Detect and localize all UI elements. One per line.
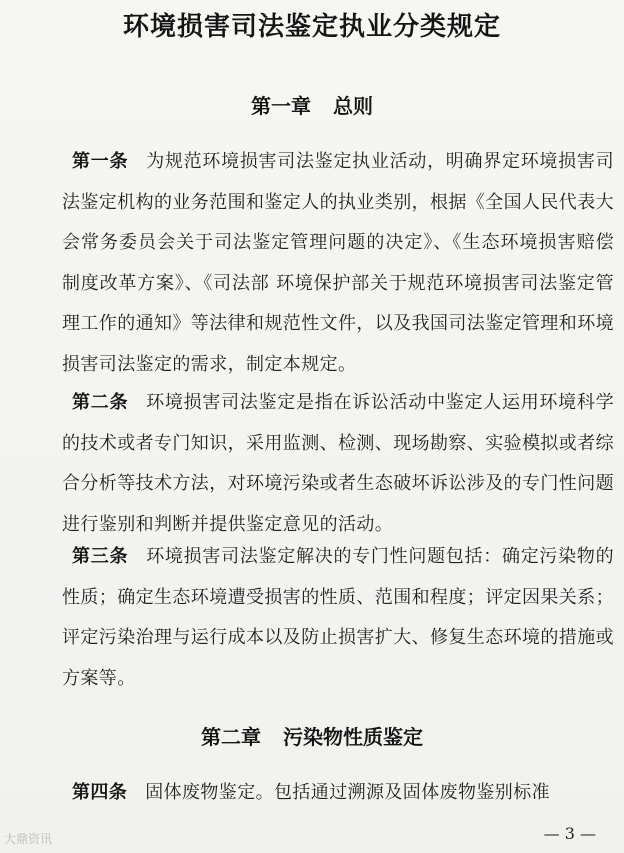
chapter-heading	[0, 721, 624, 750]
article-paragraph	[62, 773, 614, 814]
chapter-name: 污染物性质鉴定	[283, 725, 423, 749]
article-label: 第四条	[72, 782, 128, 803]
article-paragraph	[62, 537, 614, 699]
article-paragraph	[62, 383, 614, 545]
article-text: 环境损害司法鉴定是指在诉讼活动中鉴定人运用环境科学的技术或者专门知识，采用监测、检测、现场勘察、实验模拟或者综合分析等技术方法，对环境污染或者生态破坏诉讼涉及的专门性问题进行鉴别和判断并提供鉴定意见的活动。	[62, 392, 615, 535]
chapter-number: 第一章	[251, 94, 311, 118]
chapter-number: 第二章	[201, 725, 261, 749]
watermark-text: 大鼎资讯	[4, 832, 53, 846]
article-label: 第三条	[72, 546, 129, 567]
page-number: — 3 —	[543, 824, 596, 843]
article-label: 第一条	[72, 151, 129, 172]
chapter-heading	[0, 90, 624, 119]
chapter-name: 总则	[333, 94, 373, 118]
article-paragraph	[62, 142, 614, 385]
article-text: 固体废物鉴定。包括通过溯源及固体废物鉴别标准	[145, 782, 551, 803]
article-label: 第二条	[72, 392, 129, 413]
document-title: 环境损害司法鉴定执业分类规定	[122, 12, 501, 42]
article-text: 环境损害司法鉴定解决的专门性问题包括：确定污染物的性质；确定生态环境遭受损害的性质、范围和程度；评定因果关系；评定污染治理与运行成本以及防止损害扩大、修复生态环境的措施或方案等。	[62, 546, 615, 689]
article-text: 为规范环境损害司法鉴定执业活动，明确界定环境损害司法鉴定机构的业务范围和鉴定人的执业类别，根据《全国人民代表大会常务委员会关于司法鉴定管理问题的决定》、《生态环境损害赔偿制度改革方案》、《司法部 环境保护部关于规范环境损害司法鉴定管理工作的通知》等法律和规范性文件，以及我国司法鉴定管理和环境损害司法鉴定的需求，制定本规定。	[62, 151, 615, 375]
